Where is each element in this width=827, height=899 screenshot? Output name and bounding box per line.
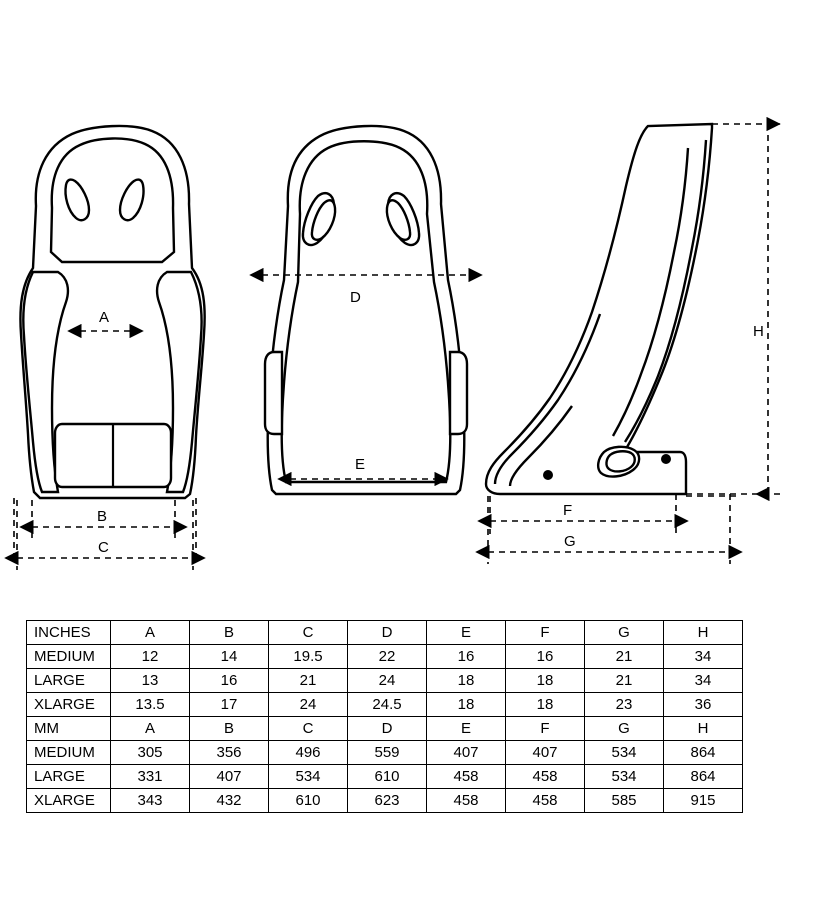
cell-medium-in-c: 19.5 bbox=[269, 645, 348, 669]
cell-large-mm-d: 610 bbox=[348, 765, 427, 789]
cell-medium-mm-a: 305 bbox=[111, 741, 190, 765]
cell-xlarge-mm-f: 458 bbox=[506, 789, 585, 813]
row-label-medium-mm: MEDIUM bbox=[27, 741, 111, 765]
dimension-d-label: D bbox=[350, 289, 361, 306]
cell-xlarge-mm-c: 610 bbox=[269, 789, 348, 813]
column-header-b: B bbox=[190, 621, 269, 645]
back-view-seat bbox=[265, 126, 467, 494]
cell-large-in-c: 21 bbox=[269, 669, 348, 693]
cell-medium-mm-f: 407 bbox=[506, 741, 585, 765]
dimension-c-label: C bbox=[98, 539, 109, 556]
column-header-mm-d: D bbox=[348, 717, 427, 741]
cell-xlarge-in-g: 23 bbox=[585, 693, 664, 717]
table-row bbox=[27, 765, 743, 789]
cell-large-mm-b: 407 bbox=[190, 765, 269, 789]
cell-xlarge-mm-e: 458 bbox=[427, 789, 506, 813]
cell-medium-in-h: 34 bbox=[664, 645, 743, 669]
dimension-e-label: E bbox=[355, 456, 366, 473]
cell-large-mm-e: 458 bbox=[427, 765, 506, 789]
cell-medium-in-b: 14 bbox=[190, 645, 269, 669]
cell-xlarge-in-c: 24 bbox=[269, 693, 348, 717]
unit-header-mm: MM bbox=[27, 717, 111, 741]
cell-large-mm-a: 331 bbox=[111, 765, 190, 789]
column-header-mm-h: H bbox=[664, 717, 743, 741]
cell-medium-mm-b: 356 bbox=[190, 741, 269, 765]
cell-xlarge-in-f: 18 bbox=[506, 693, 585, 717]
column-header-mm-g: G bbox=[585, 717, 664, 741]
cell-xlarge-in-h: 36 bbox=[664, 693, 743, 717]
cell-medium-mm-g: 534 bbox=[585, 741, 664, 765]
cell-xlarge-mm-b: 432 bbox=[190, 789, 269, 813]
dimension-f bbox=[490, 494, 676, 534]
cell-large-in-h: 34 bbox=[664, 669, 743, 693]
cell-xlarge-mm-d: 623 bbox=[348, 789, 427, 813]
side-view-seat bbox=[486, 124, 712, 494]
cell-medium-mm-d: 559 bbox=[348, 741, 427, 765]
column-header-mm-b: B bbox=[190, 717, 269, 741]
front-view-seat bbox=[14, 126, 205, 560]
dimension-b-label: B bbox=[97, 508, 108, 525]
cell-xlarge-in-d: 24.5 bbox=[348, 693, 427, 717]
cell-medium-in-d: 22 bbox=[348, 645, 427, 669]
cell-medium-in-g: 21 bbox=[585, 645, 664, 669]
cell-medium-in-f: 16 bbox=[506, 645, 585, 669]
column-header-e: E bbox=[427, 621, 506, 645]
row-label-medium-inches: MEDIUM bbox=[27, 645, 111, 669]
unit-header-inches: INCHES bbox=[27, 621, 111, 645]
cell-large-mm-g: 534 bbox=[585, 765, 664, 789]
cell-xlarge-mm-g: 585 bbox=[585, 789, 664, 813]
dimension-f-label: F bbox=[563, 502, 573, 519]
cell-large-in-d: 24 bbox=[348, 669, 427, 693]
dimension-g-label: G bbox=[564, 533, 576, 550]
row-label-xlarge-mm: XLARGE bbox=[27, 789, 111, 813]
table-row-header-inches bbox=[27, 621, 743, 645]
table-row bbox=[27, 693, 743, 717]
column-header-a: A bbox=[111, 621, 190, 645]
cell-medium-mm-c: 496 bbox=[269, 741, 348, 765]
cell-large-mm-c: 534 bbox=[269, 765, 348, 789]
row-label-large-inches: LARGE bbox=[27, 669, 111, 693]
table-row-header-mm bbox=[27, 717, 743, 741]
table-row bbox=[27, 645, 743, 669]
column-header-h: H bbox=[664, 621, 743, 645]
specification-table-container bbox=[26, 620, 742, 813]
table-row bbox=[27, 789, 743, 813]
row-label-xlarge-inches: XLARGE bbox=[27, 693, 111, 717]
cell-xlarge-in-a: 13.5 bbox=[111, 693, 190, 717]
column-header-g: G bbox=[585, 621, 664, 645]
cell-xlarge-in-e: 18 bbox=[427, 693, 506, 717]
cell-large-in-a: 13 bbox=[111, 669, 190, 693]
cell-large-mm-h: 864 bbox=[664, 765, 743, 789]
dimension-h-label: H bbox=[753, 323, 764, 340]
cell-large-in-e: 18 bbox=[427, 669, 506, 693]
column-header-mm-e: E bbox=[427, 717, 506, 741]
table-row bbox=[27, 669, 743, 693]
table-row bbox=[27, 741, 743, 765]
cell-large-in-g: 21 bbox=[585, 669, 664, 693]
cell-large-in-f: 18 bbox=[506, 669, 585, 693]
cell-xlarge-mm-h: 915 bbox=[664, 789, 743, 813]
cell-medium-in-a: 12 bbox=[111, 645, 190, 669]
column-header-d: D bbox=[348, 621, 427, 645]
specification-table bbox=[26, 620, 743, 813]
column-header-mm-f: F bbox=[506, 717, 585, 741]
column-header-f: F bbox=[506, 621, 585, 645]
column-header-mm-c: C bbox=[269, 717, 348, 741]
cell-medium-mm-e: 407 bbox=[427, 741, 506, 765]
column-header-mm-a: A bbox=[111, 717, 190, 741]
cell-xlarge-in-b: 17 bbox=[190, 693, 269, 717]
dimension-g bbox=[488, 494, 740, 564]
cell-large-in-b: 16 bbox=[190, 669, 269, 693]
row-label-large-mm: LARGE bbox=[27, 765, 111, 789]
cell-medium-in-e: 16 bbox=[427, 645, 506, 669]
cell-medium-mm-h: 864 bbox=[664, 741, 743, 765]
cell-large-mm-f: 458 bbox=[506, 765, 585, 789]
cell-xlarge-mm-a: 343 bbox=[111, 789, 190, 813]
column-header-c: C bbox=[269, 621, 348, 645]
dimension-a-label: A bbox=[99, 309, 110, 326]
